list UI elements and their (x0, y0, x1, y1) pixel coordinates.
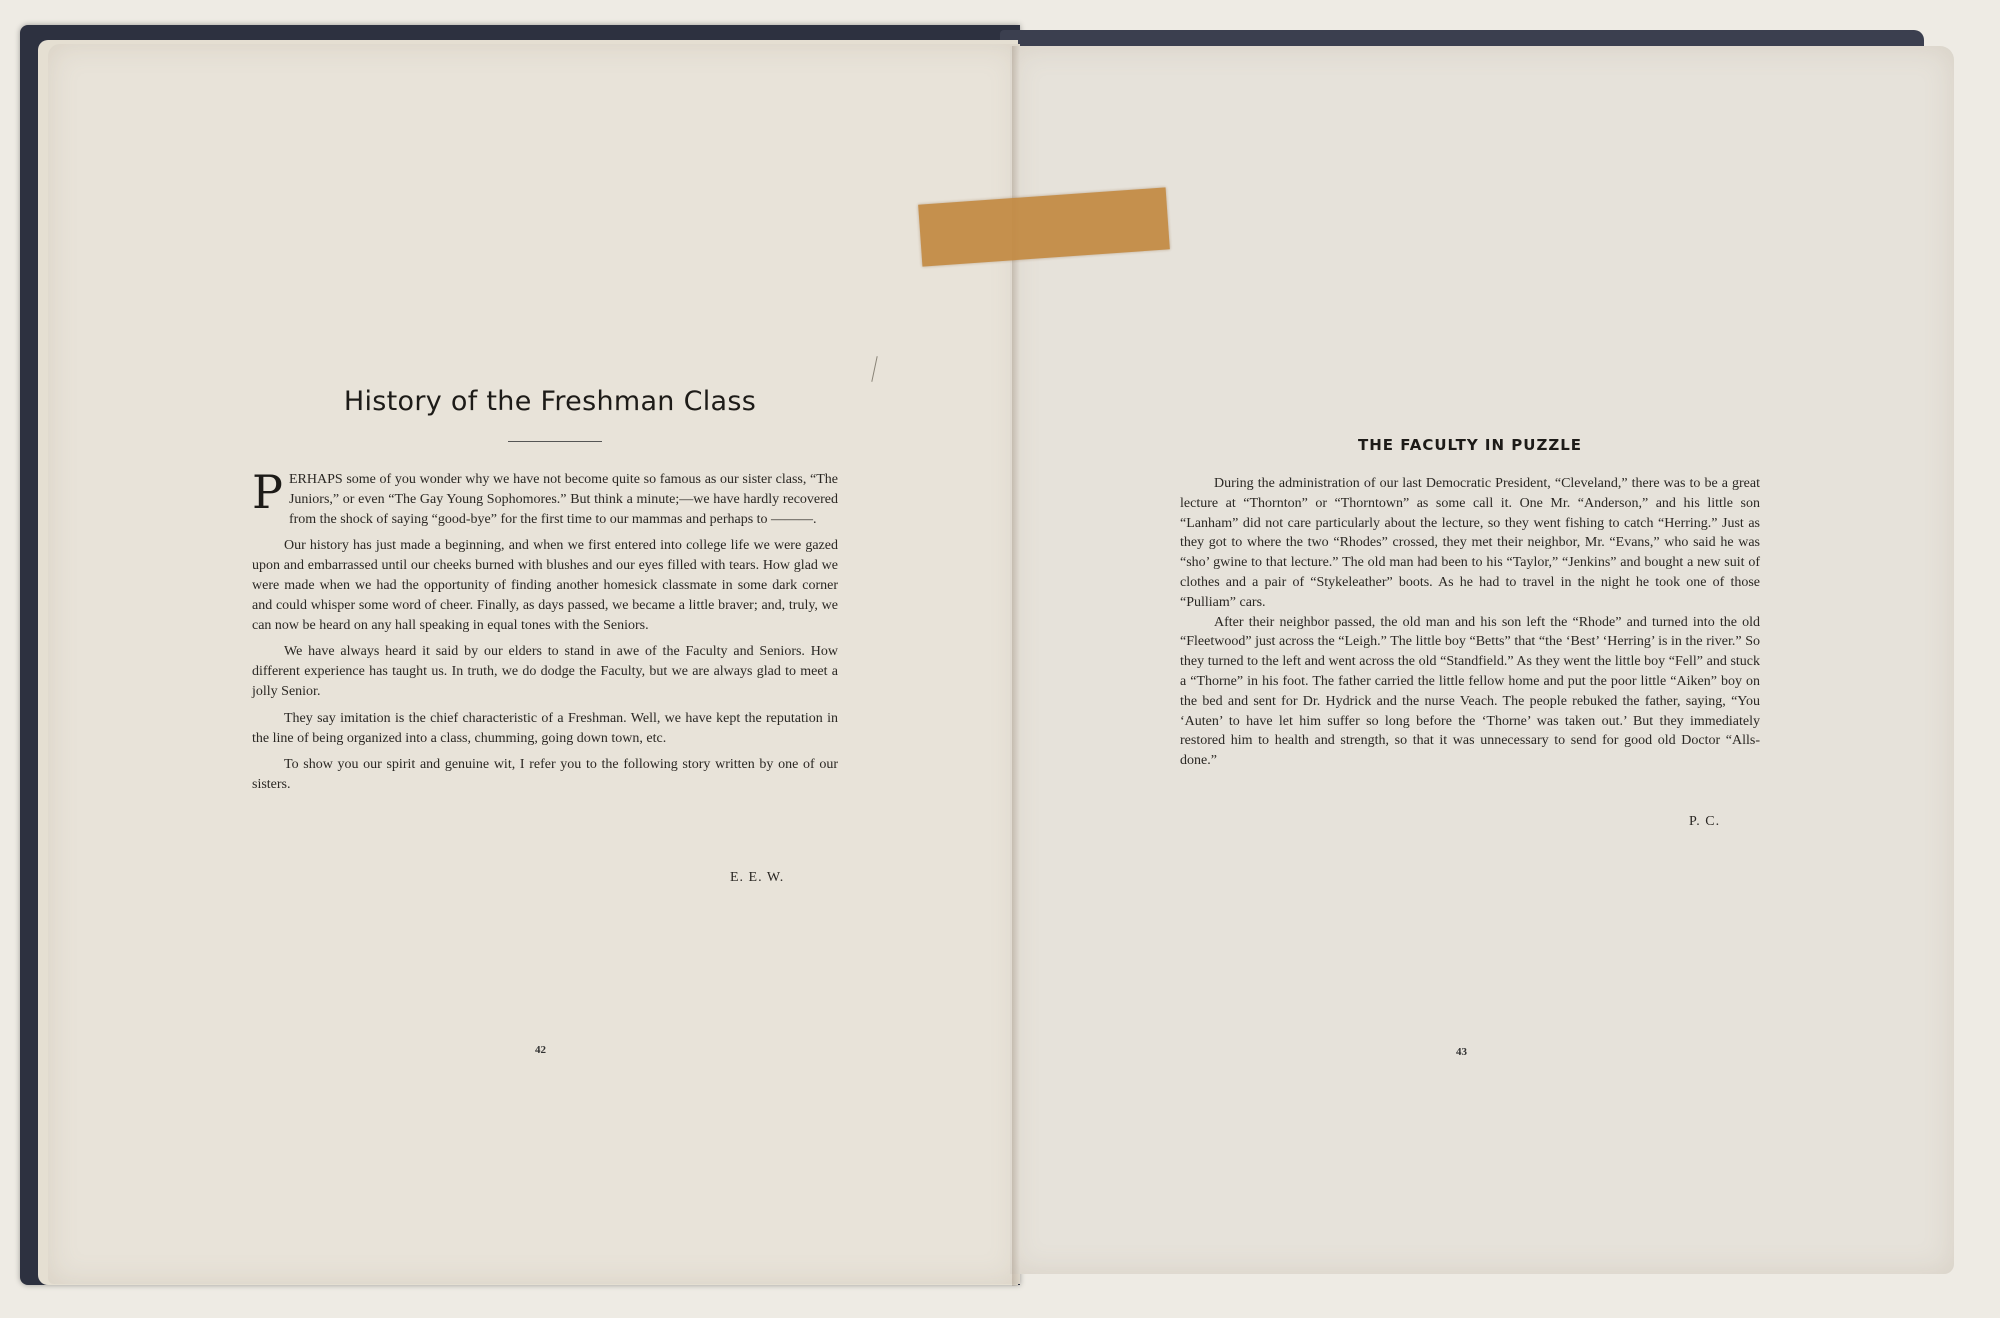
title-divider (508, 441, 602, 442)
author-signature-left: E. E. W. (730, 870, 785, 885)
page-title-left: History of the Freshman Class (343, 386, 757, 417)
paragraph: Our history has just made a beginning, and when we first entered into college life we were gazed upon and embarrassed until our cheeks burned with blushes and our eyes filled with tears. How glad we were made when we had the opportunity of finding another homesick classmate in some dark corner and could whisper some word of cheer. Finally, as days passed, we became a little braver; and, truly, we can now be heard on any hall speaking in equal tones with the Seniors. (252, 538, 838, 633)
page-number-left: 42 (535, 1044, 546, 1056)
paragraph: PERHAPS some of you wonder why we have not become quite so famous as our sister class, “The Juniors,” or even “The Gay Young Sophomores.” But think a minute;—we have hardly recovered from the shock of saying “good-bye” for the first time to our mammas and perhaps to ———. (252, 465, 838, 527)
paragraph: They say imitation is the chief characteristic of a Freshman. Well, we have kept the reputation in the line of being organized into a class, chumming, going down town, etc. (252, 710, 838, 746)
page-title-right: THE FACULTY IN PUZZLE (1357, 436, 1583, 454)
paragraph: After their neighbor passed, the old man and his son left the “Rhode” and turned into the old “Fleetwood” just across the “Leigh.” The little boy “Betts” that “the ‘Best’ ‘Herring’ is in the river.” So they turned to the left and went across the old “Standfield.” As they went the little boy “Fell” and stuck a “Thorne” in his foot. The father carried the little fellow home and put the poor little “Aiken” boy on the bed and sent for Dr. Hydrick and the nurse Veach. The people rebuked the father, saying, “You ‘Auten’ to have let him suffer so long before the ‘Thorne’ was taken out.’ But they immediately restored him to health and strength, so that it was unnecessary to send for good old Doctor “Alls-done.” (1180, 614, 1760, 769)
author-signature-right: P. C. (1689, 814, 1721, 829)
paragraph: To show you our spirit and genuine wit, I refer you to the following story written by one of our sisters. (252, 757, 838, 793)
article-body-right (1180, 474, 1760, 771)
paragraph: We have always heard it said by our elders to stand in awe of the Faculty and Seniors. How different experience has taught us. In truth, we do dodge the Faculty, but we are always glad to meet a jolly Senior. (252, 644, 838, 699)
page-number-right: 43 (1456, 1046, 1467, 1058)
drop-cap: P (252, 465, 283, 519)
paragraph: During the administration of our last Democratic President, “Cleveland,” there was to be a great lecture at “Thornton” or “Thorntown” as some call it. One Mr. “Anderson,” and his little son “Lanham” did not care particularly about the lecture, so they went fishing to catch “Herring.” Just as they got to where the two “Rhodes” crossed, they met their neighbor, Mr. “Evans,” who said he was “sho’ gwine to that lecture.” The old man had been to his “Taylor,” “Jenkins” and bought a new suit of clothes and a pair of “Stykeleather” boots. As he had to travel in the night he took one of those “Pulliam” cars. (1180, 476, 1760, 610)
article-body-left (252, 465, 838, 802)
